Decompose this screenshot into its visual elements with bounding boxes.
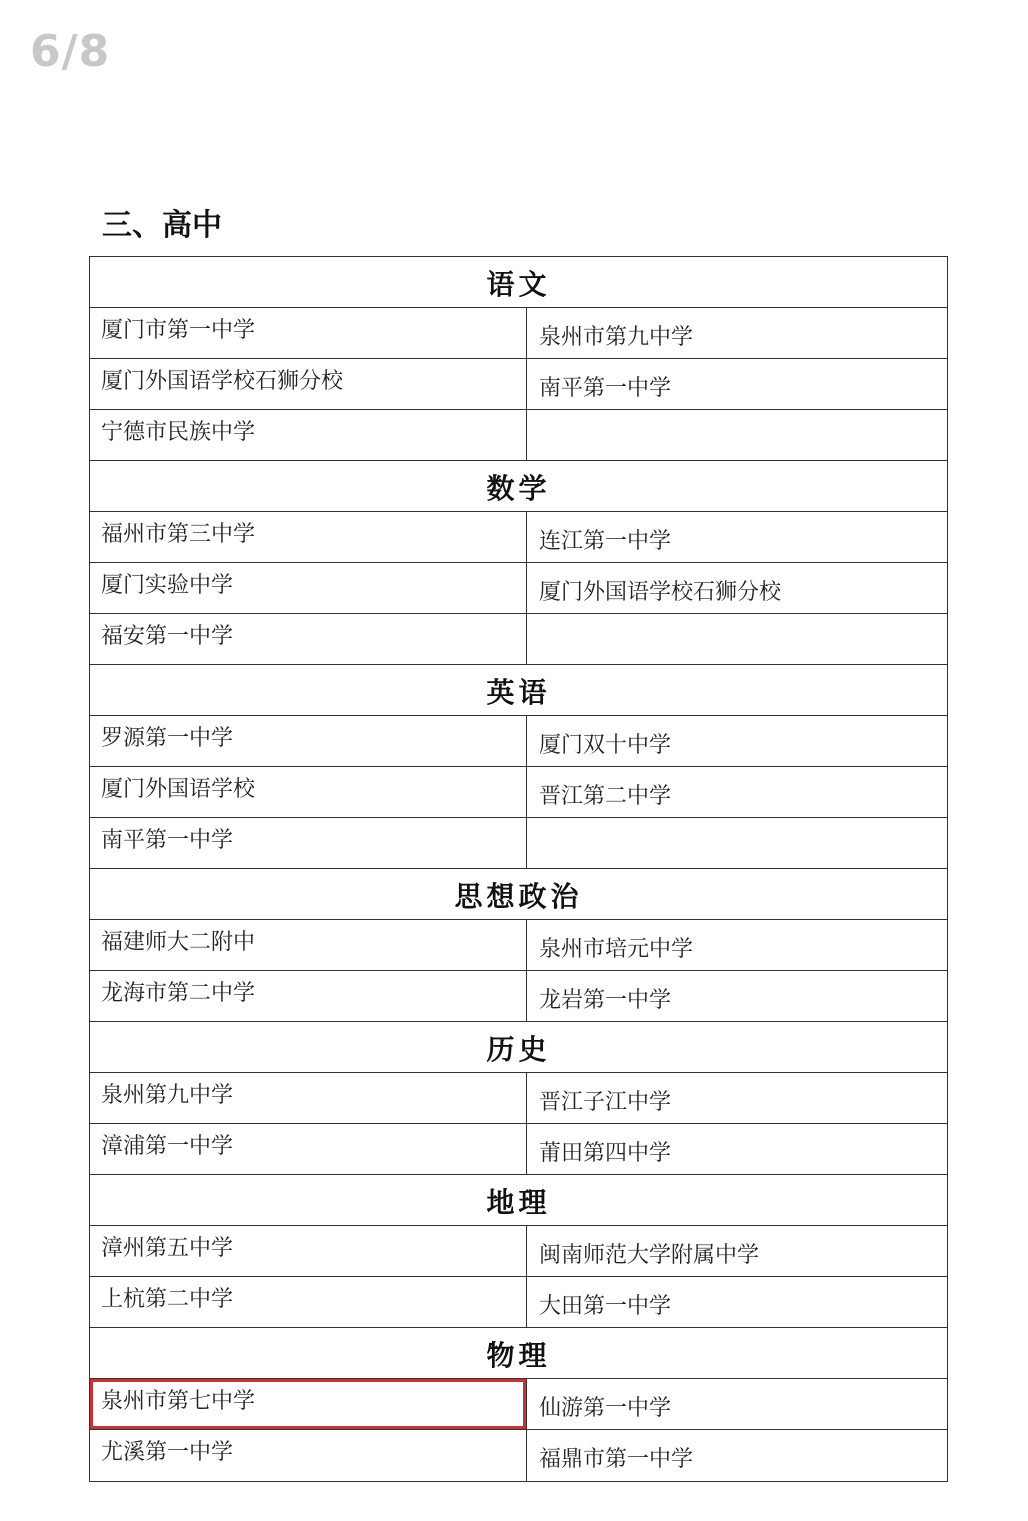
school-cell-left: 厦门市第一中学	[90, 308, 527, 358]
table-row	[90, 920, 947, 971]
table-row	[90, 308, 947, 359]
school-cell-right: 泉州市培元中学	[539, 937, 694, 962]
school-cell-left: 罗源第一中学	[90, 716, 527, 766]
school-cell-right: 仙游第一中学	[539, 1396, 672, 1421]
table-row	[90, 1430, 947, 1481]
subject-header: 数学	[90, 461, 947, 512]
subject-header: 语文	[90, 257, 947, 308]
table-row	[90, 1073, 947, 1124]
school-cell-right: 晋江子江中学	[539, 1090, 672, 1115]
table-row	[90, 1124, 947, 1175]
school-cell-left: 尤溪第一中学	[90, 1430, 527, 1481]
table-row	[90, 818, 947, 869]
table-row	[90, 512, 947, 563]
school-cell-right: 厦门双十中学	[539, 733, 672, 758]
school-cell-left: 上杭第二中学	[90, 1277, 527, 1327]
school-cell-left: 宁德市民族中学	[90, 410, 527, 460]
subject-header: 历史	[90, 1022, 947, 1073]
school-cell-left: 厦门外国语学校	[90, 767, 527, 817]
school-cell-left: 福州市第三中学	[90, 512, 527, 562]
school-cell-left: 福建师大二附中	[90, 920, 527, 970]
table-row	[90, 410, 947, 461]
school-cell-right: 晋江第二中学	[539, 784, 672, 809]
table-row	[90, 1226, 947, 1277]
school-cell-left: 漳浦第一中学	[90, 1124, 527, 1174]
school-cell-right: 莆田第四中学	[539, 1141, 672, 1166]
school-cell-left: 龙海市第二中学	[90, 971, 527, 1021]
school-cell-right: 南平第一中学	[539, 376, 672, 401]
school-cell-left: 福安第一中学	[90, 614, 527, 664]
school-cell-right: 福鼎市第一中学	[539, 1447, 694, 1472]
table-row	[90, 614, 947, 665]
school-cell-right: 连江第一中学	[539, 529, 672, 554]
table-row	[90, 359, 947, 410]
school-cell-left: 厦门外国语学校石狮分校	[90, 359, 527, 409]
table-row	[90, 971, 947, 1022]
subject-header: 物理	[90, 1328, 947, 1379]
school-cell-right: 龙岩第一中学	[539, 988, 672, 1013]
school-cell-right: 闽南师范大学附属中学	[539, 1243, 760, 1268]
school-cell-left: 厦门实验中学	[90, 563, 527, 613]
school-cell-right: 厦门外国语学校石狮分校	[539, 580, 782, 605]
school-cell-right	[527, 410, 947, 460]
table-row	[90, 1277, 947, 1328]
school-cell-right: 泉州市第九中学	[539, 325, 694, 350]
school-cell-right: 大田第一中学	[539, 1294, 672, 1319]
table-row	[90, 563, 947, 614]
section-title: 三、高中	[102, 208, 222, 243]
school-cell-left: 泉州第九中学	[90, 1073, 527, 1123]
subject-header: 地理	[90, 1175, 947, 1226]
school-cell-left: 漳州第五中学	[90, 1226, 527, 1276]
school-cell-right	[527, 614, 947, 664]
school-table	[89, 256, 948, 1482]
school-cell-left: 南平第一中学	[90, 818, 527, 868]
table-row	[90, 1379, 947, 1430]
subject-header: 思想政治	[90, 869, 947, 920]
school-cell-right	[527, 818, 947, 868]
table-row	[90, 767, 947, 818]
highlight-box	[90, 1379, 526, 1429]
page-indicator: 6/8	[30, 26, 111, 77]
table-row	[90, 716, 947, 767]
highlighted-school-cell: 泉州市第七中学	[90, 1379, 527, 1429]
subject-header: 英语	[90, 665, 947, 716]
